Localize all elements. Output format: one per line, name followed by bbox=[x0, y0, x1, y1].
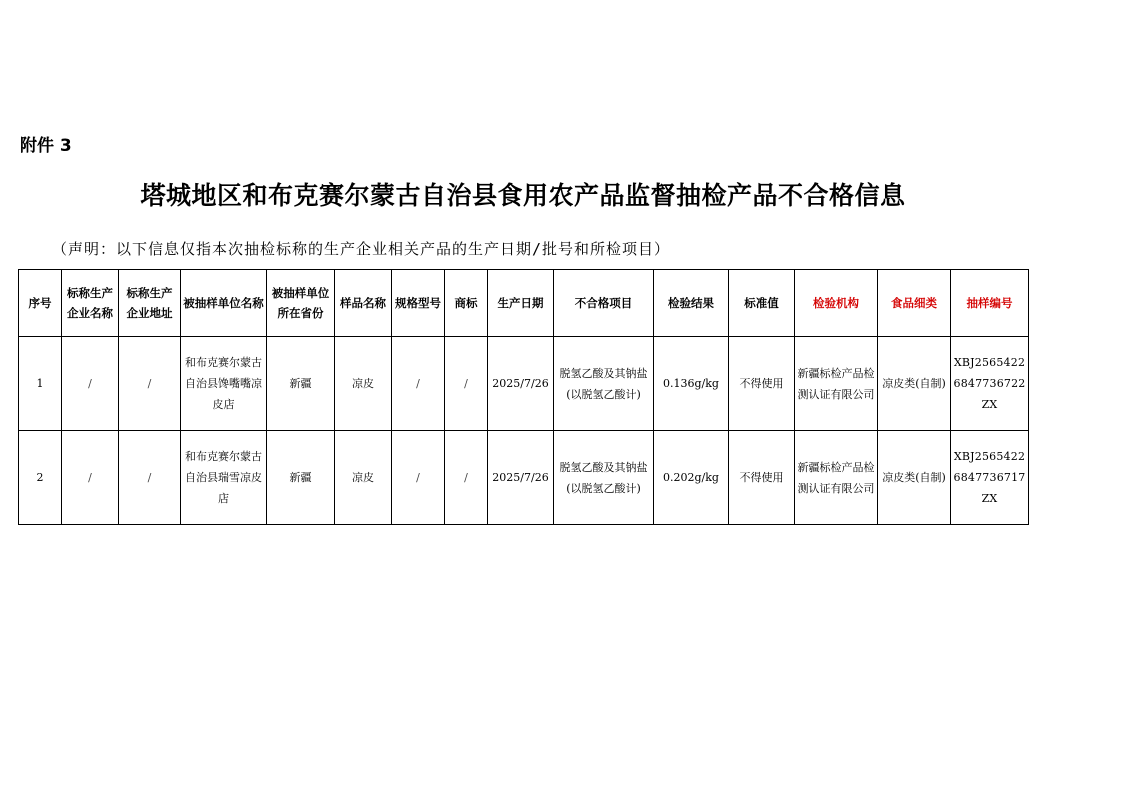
cell-sample-name: 凉皮 bbox=[335, 337, 392, 431]
cell-producer-address: / bbox=[119, 431, 181, 525]
cell-result: 0.202g/kg bbox=[654, 431, 729, 525]
header-producer-name: 标称生产企业名称 bbox=[62, 270, 119, 337]
cell-spec: / bbox=[392, 337, 445, 431]
cell-producer-name: / bbox=[62, 337, 119, 431]
header-failed-item: 不合格项目 bbox=[554, 270, 654, 337]
cell-standard: 不得使用 bbox=[729, 337, 795, 431]
cell-trademark: / bbox=[445, 431, 488, 525]
header-province: 被抽样单位所在省份 bbox=[267, 270, 335, 337]
cell-spec: / bbox=[392, 431, 445, 525]
cell-seq: 1 bbox=[19, 337, 62, 431]
header-sample-code: 抽样编号 bbox=[951, 270, 1029, 337]
header-food-category: 食品细类 bbox=[878, 270, 951, 337]
cell-sample-name: 凉皮 bbox=[335, 431, 392, 525]
cell-agency: 新疆标检产品检测认证有限公司 bbox=[795, 337, 878, 431]
cell-food-category: 凉皮类(自制) bbox=[878, 337, 951, 431]
header-result: 检验结果 bbox=[654, 270, 729, 337]
nonconforming-products-table bbox=[18, 269, 1029, 525]
cell-producer-address: / bbox=[119, 337, 181, 431]
header-producer-address: 标称生产企业地址 bbox=[119, 270, 181, 337]
attachment-label: 附件 3 bbox=[20, 136, 72, 156]
cell-province: 新疆 bbox=[267, 431, 335, 525]
header-sample-name: 样品名称 bbox=[335, 270, 392, 337]
header-sampled-unit: 被抽样单位名称 bbox=[181, 270, 267, 337]
cell-result: 0.136g/kg bbox=[654, 337, 729, 431]
header-spec: 规格型号 bbox=[392, 270, 445, 337]
cell-failed-item: 脱氢乙酸及其钠盐(以脱氢乙酸计) bbox=[554, 337, 654, 431]
cell-seq: 2 bbox=[19, 431, 62, 525]
cell-trademark: / bbox=[445, 337, 488, 431]
header-production-date: 生产日期 bbox=[488, 270, 554, 337]
cell-production-date: 2025/7/26 bbox=[488, 431, 554, 525]
cell-sampled-unit: 和布克赛尔蒙古自治县馋嘴嘴凉皮店 bbox=[181, 337, 267, 431]
cell-province: 新疆 bbox=[267, 337, 335, 431]
cell-sample-code: XBJ25654226847736722ZX bbox=[951, 337, 1029, 431]
document-title: 塔城地区和布克赛尔蒙古自治县食用农产品监督抽检产品不合格信息 bbox=[140, 181, 906, 210]
header-trademark: 商标 bbox=[445, 270, 488, 337]
cell-agency: 新疆标检产品检测认证有限公司 bbox=[795, 431, 878, 525]
table-row bbox=[19, 337, 1029, 431]
statement-note: （声明：以下信息仅指本次抽检标称的生产企业相关产品的生产日期/批号和所检项目） bbox=[52, 240, 671, 258]
header-standard: 标准值 bbox=[729, 270, 795, 337]
header-agency: 检验机构 bbox=[795, 270, 878, 337]
header-seq: 序号 bbox=[19, 270, 62, 337]
cell-sampled-unit: 和布克赛尔蒙古自治县瑞雪凉皮店 bbox=[181, 431, 267, 525]
cell-sample-code: XBJ25654226847736717ZX bbox=[951, 431, 1029, 525]
cell-production-date: 2025/7/26 bbox=[488, 337, 554, 431]
table-row bbox=[19, 431, 1029, 525]
cell-producer-name: / bbox=[62, 431, 119, 525]
cell-failed-item: 脱氢乙酸及其钠盐(以脱氢乙酸计) bbox=[554, 431, 654, 525]
table-header-row bbox=[19, 270, 1029, 337]
cell-standard: 不得使用 bbox=[729, 431, 795, 525]
cell-food-category: 凉皮类(自制) bbox=[878, 431, 951, 525]
